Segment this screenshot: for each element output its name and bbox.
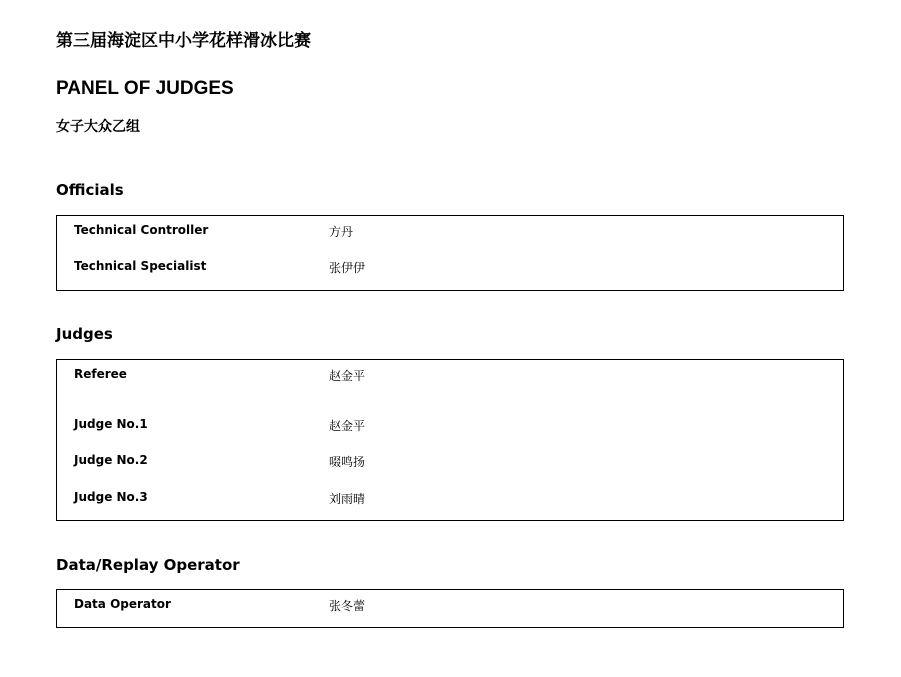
table-row <box>57 597 843 617</box>
official-name: 刘雨晴 <box>329 492 366 506</box>
role-label: Referee <box>74 367 127 381</box>
role-label: Data Operator <box>74 597 171 611</box>
officials-section-title: Officials <box>56 181 124 199</box>
official-name: 赵金平 <box>329 369 366 383</box>
page-title: PANEL OF JUDGES <box>56 78 234 99</box>
data-replay-table <box>56 589 844 628</box>
role-label: Judge No.2 <box>74 453 148 467</box>
table-row <box>57 417 843 437</box>
official-name: 赵金平 <box>329 419 366 433</box>
data-replay-section-title: Data/Replay Operator <box>56 556 240 574</box>
official-name: 啜鸣扬 <box>329 455 366 469</box>
role-label: Judge No.1 <box>74 417 148 431</box>
role-label: Judge No.3 <box>74 490 148 504</box>
official-name: 张伊伊 <box>329 261 366 275</box>
role-label: Technical Specialist <box>74 259 207 273</box>
table-row <box>57 453 843 473</box>
table-row <box>57 490 843 510</box>
table-row <box>57 367 843 387</box>
event-title: 第三届海淀区中小学花样滑冰比赛 <box>56 31 311 51</box>
official-name: 张冬蕾 <box>329 599 366 613</box>
table-row <box>57 223 843 243</box>
officials-table <box>56 215 844 291</box>
official-name: 方丹 <box>329 225 354 239</box>
table-row <box>57 259 843 279</box>
judges-table <box>56 359 844 521</box>
category-label: 女子大众乙组 <box>56 119 140 135</box>
role-label: Technical Controller <box>74 223 209 237</box>
judges-section-title: Judges <box>56 325 113 343</box>
